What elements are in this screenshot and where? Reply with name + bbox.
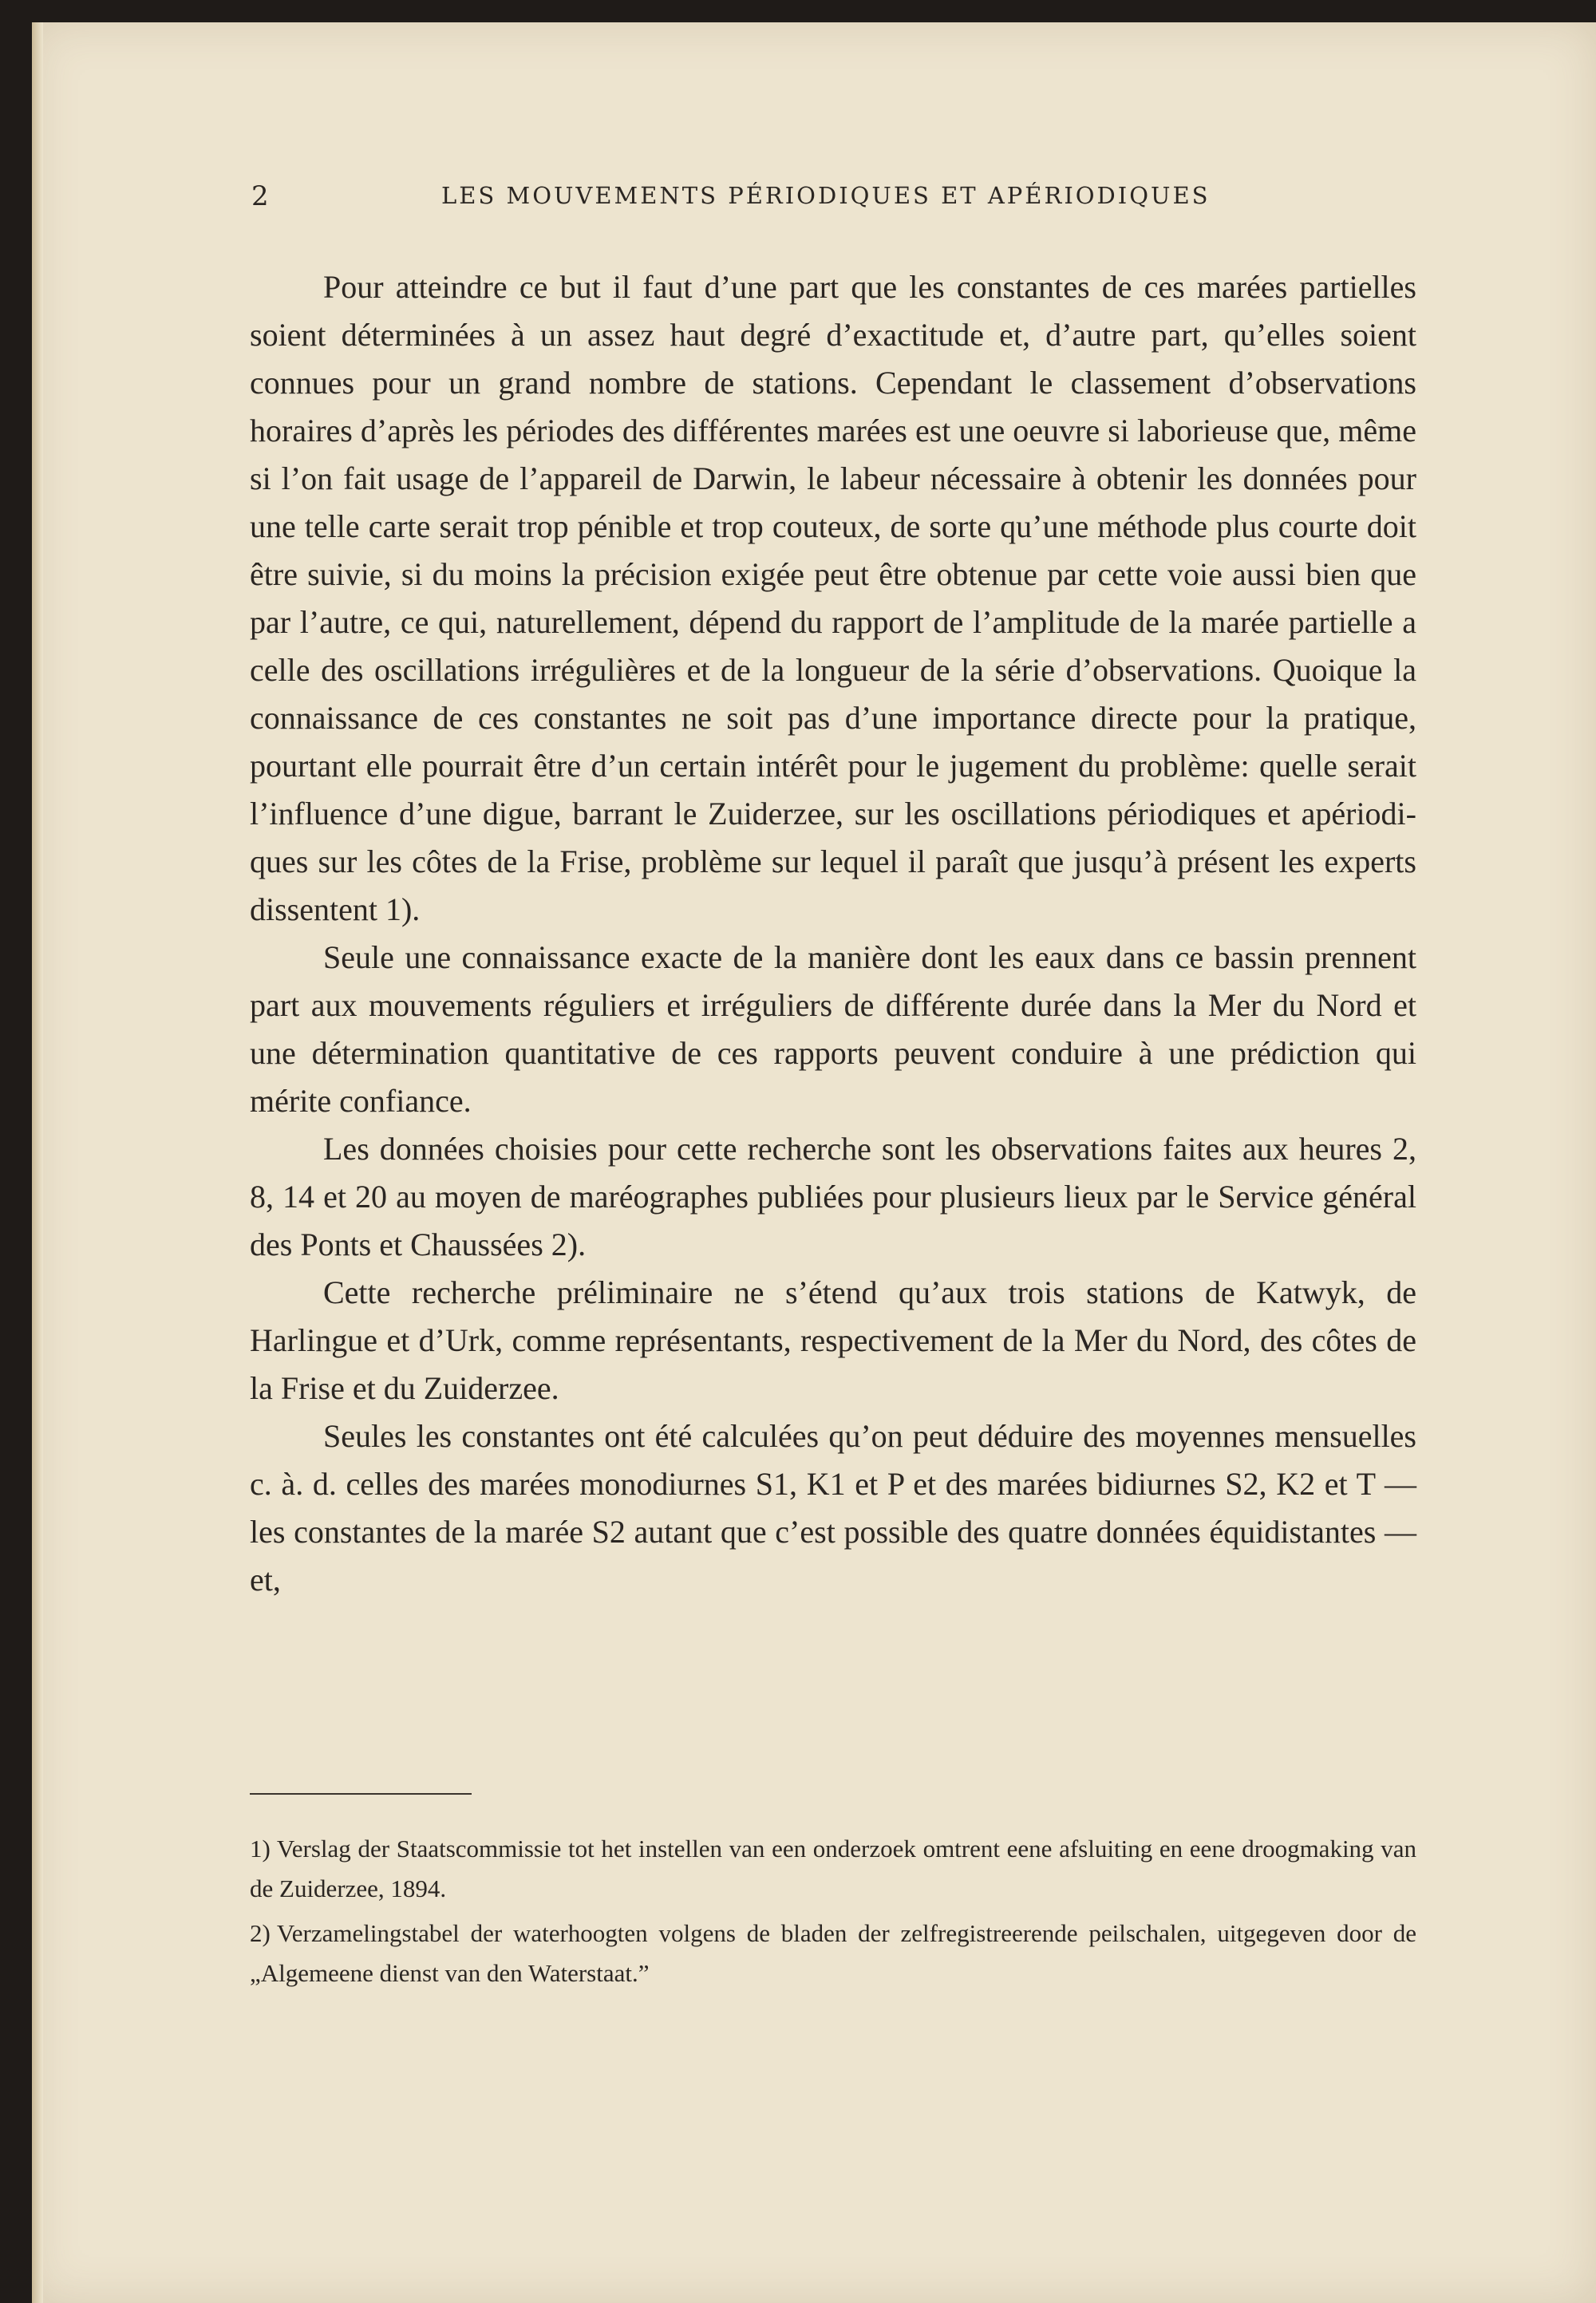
page-gutter bbox=[32, 22, 43, 2303]
paragraph-5: Seules les constantes ont été calculées qu’on peut déduire des moyennes mensuelles c. à. d. celles des marées monodiurnes S1, K1 et P et des marées bidiurnes S2, K2 et T — les constantes de la marée S2 autant que c’est possible des quatre données équidistantes — et, bbox=[250, 1418, 1416, 1598]
paragraph-4: Cette recherche préliminaire ne s’étend qu’aux trois stations de Katwyk, de Harlingue et d’Urk, comme représentants, respectivement de la Mer du Nord, des côtes de la Frise et du Zuiderzee. bbox=[250, 1274, 1416, 1406]
paragraph-2: Seule une connaissance exacte de la manière dont les eaux dans ce bassin prennent part aux mouvements réguliers et irréguliers de différente durée dans la Mer du Nord et une détermination quantitative de ces rapports peuvent conduire à une prédiction qui mérite confiance. bbox=[250, 939, 1416, 1119]
footnote-2-mark: 2) bbox=[250, 1919, 271, 1947]
footnote-1 bbox=[250, 1829, 1416, 1909]
footnotes bbox=[250, 1829, 1416, 1998]
running-title: LES MOUVEMENTS PÉRIODIQUES ET APÉRIODIQUES bbox=[441, 182, 1211, 209]
page-number: 2 bbox=[251, 180, 270, 212]
footnote-2-text: Verzamelingstabel der waterhoogten volgens de bladen der zelfregistreerende peilschalen, uitgegeven door de „Algemeene dienst van den Waterstaat.” bbox=[250, 1919, 1416, 1987]
page-header bbox=[251, 180, 1432, 228]
footnote-2 bbox=[250, 1914, 1416, 1993]
footnote-1-mark: 1) bbox=[250, 1835, 271, 1863]
footnote-separator bbox=[250, 1793, 472, 1795]
paragraph-3: Les données choisies pour cette recherche sont les observations faites aux heures 2, 8, 14 et 20 au moyen de maréographes publiées pour plusieurs lieux par le Service général des Ponts et Chaussées 2). bbox=[250, 1131, 1416, 1262]
footnote-1-text: Verslag der Staatscommissie tot het instellen van een onderzoek omtrent eene afsluiting en eene droogmaking van de Zuiderzee, 1894. bbox=[250, 1835, 1416, 1902]
paragraph-1: Pour atteindre ce but il faut d’une part que les constantes de ces marées partielles soient déterminées à un assez haut degré d’exactitude et, d’autre part, qu’elles soient connues pour un grand nombre de stations. Cependant le classement d’observations horaires d’après les périodes des différentes marées est une oeuvre si laborieuse que, même si l’on fait usage de l’appareil de Darwin, le labeur nécessaire à obtenir les données pour une telle carte serait trop pénible et trop couteux, de sorte qu’une méthode plus courte doit être suivie, si du moins la précision exigée peut être obtenue par cette voie aussi bien que par l’autre, ce qui, naturellement, dépend du rapport de l’amplitude de la marée partielle a celle des oscillations irrégulières et de la longueur de la série d’observations. Quoique la connaissance de ces constantes ne soit pas d’une importance directe pour la pratique, pourtant elle pourrait être d’un certain intérêt pour le jugement du problème: quelle serait l’influence d’une digue, barrant le Zuiderzee, sur les oscillations périodiques et apériodiques sur les côtes de la Frise, problème sur lequel il paraît que jusqu’à présent les experts dissentent 1). bbox=[250, 269, 1416, 927]
body-text bbox=[250, 263, 1416, 1604]
